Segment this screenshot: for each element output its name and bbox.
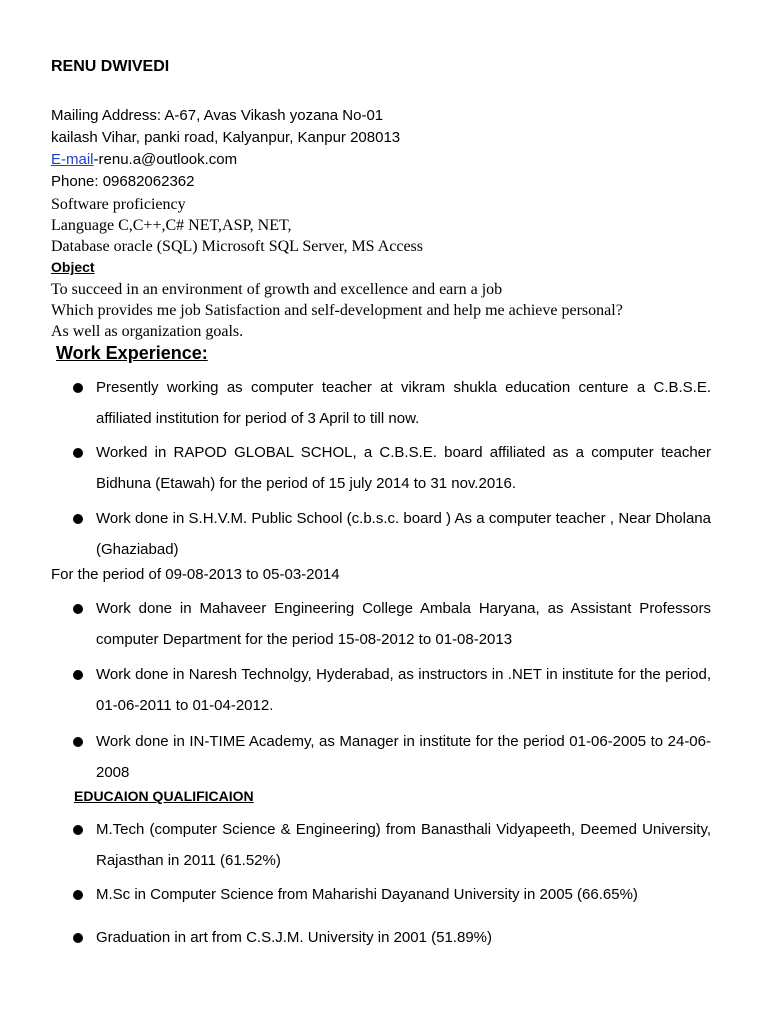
mailing-address-line-1: Mailing Address: A-67, Avas Vikash yozana No-01 <box>51 107 384 124</box>
email-link[interactable]: E-mail <box>51 151 94 168</box>
candidate-name: RENU DWIVEDI <box>51 58 170 75</box>
bullet-icon <box>73 514 83 524</box>
object-heading: Object <box>51 259 95 275</box>
period-note: For the period of 09-08-2013 to 05-03-2014 <box>51 566 340 583</box>
education-item-text: M.Sc in Computer Science from Maharishi Dayanand University in 2005 (66.65%) <box>96 886 638 903</box>
work-item-text: Work done in Naresh Technolgy, Hyderabad, as instructors in .NET in institute for the period, 01-06-2011 to 01-04-2012. <box>96 666 711 714</box>
bullet-icon <box>73 383 83 393</box>
work-item-text: Worked in RAPOD GLOBAL SCHOL, a C.B.S.E. board affiliated as a computer teacher Bidhuna (Etawah) for the period of 15 july 2014 to 31 nov.2016. <box>96 444 711 492</box>
language-skills: Language C,C++,C# NET,ASP, NET, <box>51 217 292 234</box>
work-item-text: Work done in S.H.V.M. Public School (c.b.s.c. board ) As a computer teacher , Near Dholana (Ghaziabad) <box>96 510 711 558</box>
education-heading: EDUCAION QUALIFICAION <box>74 788 254 804</box>
bullet-icon <box>73 604 83 614</box>
object-line-2: Which provides me job Satisfaction and self-development and help me achieve personal? <box>51 302 623 319</box>
database-skills: Database oracle (SQL) Microsoft SQL Server, MS Access <box>51 238 423 255</box>
object-line-1: To succeed in an environment of growth and excellence and earn a job <box>51 281 503 298</box>
work-item-text: Work done in IN-TIME Academy, as Manager in institute for the period 01-06-2005 to 24-06-2008 <box>96 733 711 781</box>
work-experience-heading: Work Experience: <box>56 343 208 363</box>
email-address: -renu.a@outlook.com <box>93 151 238 168</box>
bullet-icon <box>73 933 83 943</box>
software-proficiency-heading: Software proficiency <box>51 196 186 213</box>
education-item-text: M.Tech (computer Science & Engineering) from Banasthali Vidyapeeth, Deemed University, Rajasthan in 2011 (61.52%) <box>96 821 711 869</box>
work-item-text: Presently working as computer teacher at vikram shukla education centure a C.B.S.E. affiliated institution for period of 3 April to till now. <box>96 379 711 427</box>
phone-line: Phone: 09682062362 <box>51 173 195 190</box>
education-item-text: Graduation in art from C.S.J.M. University in 2001 (51.89%) <box>96 929 492 946</box>
work-item-text: Work done in Mahaveer Engineering College Ambala Haryana, as Assistant Professors computer Department for the period 15-08-2012 to 01-08-2013 <box>96 600 711 648</box>
email-line <box>51 149 237 171</box>
object-line-3: As well as organization goals. <box>51 323 244 340</box>
mailing-address-line-2: kailash Vihar, panki road, Kalyanpur, Kanpur 208013 <box>51 129 401 146</box>
bullet-icon <box>73 670 83 680</box>
bullet-icon <box>73 448 83 458</box>
bullet-icon <box>73 737 83 747</box>
bullet-icon <box>73 890 83 900</box>
bullet-icon <box>73 825 83 835</box>
